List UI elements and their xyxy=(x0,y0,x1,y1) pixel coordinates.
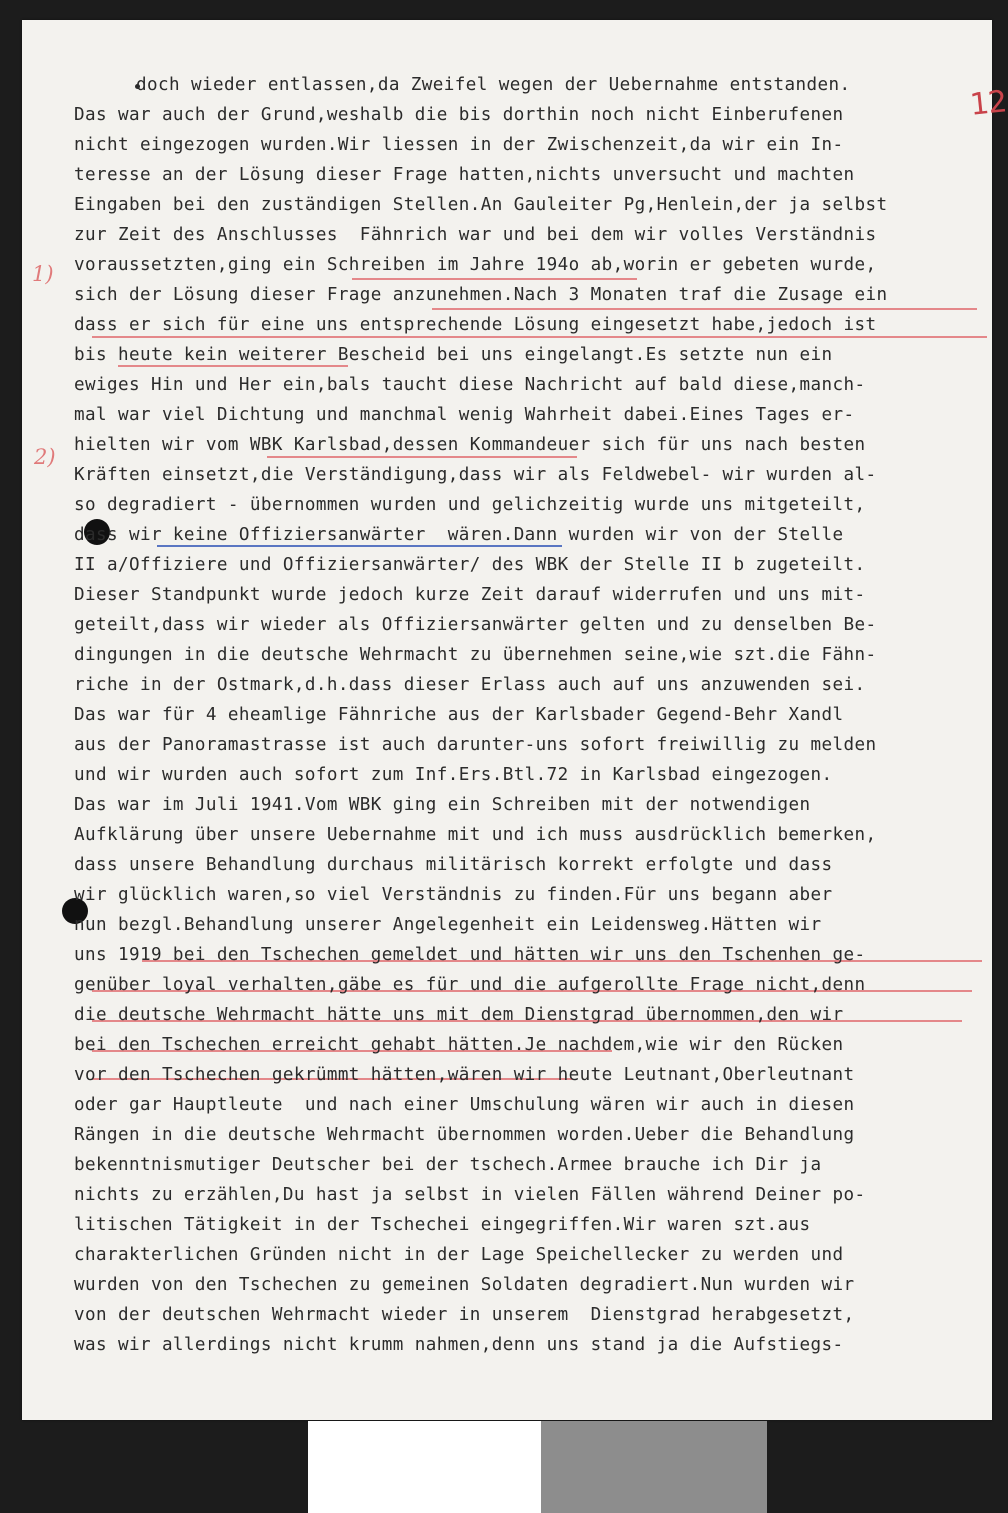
text-line: riche in der Ostmark,d.h.dass dieser Erlass auch auf uns anzuwenden sei. xyxy=(74,675,866,695)
text-line: bekenntnismutiger Deutscher bei der tschech.Armee brauche ich Dir ja xyxy=(74,1155,822,1175)
text-line: zur Zeit des Anschlusses Fähnrich war und bei dem wir volles Verständnis xyxy=(74,225,877,245)
text-line: bei den Tschechen erreicht gehabt hätten.Je nachdem,wie wir den Rücken xyxy=(74,1035,844,1055)
text-line: mal war viel Dichtung und manchmal wenig Wahrheit dabei.Eines Tages er- xyxy=(74,405,855,425)
text-line: dass er sich für eine uns entsprechende Lösung eingesetzt habe,jedoch ist xyxy=(74,315,877,335)
text-line: litischen Tätigkeit in der Tschechei eingegriffen.Wir waren szt.aus xyxy=(74,1215,811,1235)
text-line: vor den Tschechen gekrümmt hätten,wären wir heute Leutnant,Oberleutnant xyxy=(74,1065,855,1085)
text-line: geteilt,dass wir wieder als Offiziersanwärter gelten und zu denselben Be- xyxy=(74,615,877,635)
text-line: wir glücklich waren,so viel Verständnis zu finden.Für uns begann aber xyxy=(74,885,833,905)
text-line: Das war auch der Grund,weshalb die bis dorthin noch nicht Einberufenen xyxy=(74,105,844,125)
text-line: Aufklärung über unsere Uebernahme mit und ich muss ausdrücklich bemerken, xyxy=(74,825,877,845)
text-line: genüber loyal verhalten,gäbe es für und die aufgerollte Frage nicht,denn xyxy=(74,975,866,995)
text-line: bis heute kein weiterer Bescheid bei uns eingelangt.Es setzte nun ein xyxy=(74,345,833,365)
text-line: Eingaben bei den zuständigen Stellen.An Gauleiter Pg,Henlein,der ja selbst xyxy=(74,195,888,215)
text-line: charakterlichen Gründen nicht in der Lage Speichellecker zu werden und xyxy=(74,1245,844,1265)
text-line: dass unsere Behandlung durchaus militärisch korrekt erfolgte und dass xyxy=(74,855,833,875)
text-line: von der deutschen Wehrmacht wieder in unserem Dienstgrad herabgesetzt, xyxy=(74,1305,855,1325)
text-line: Kräften einsetzt,die Verständigung,dass wir als Feldwebel- wir wurden al- xyxy=(74,465,877,485)
text-line: Das war im Juli 1941.Vom WBK ging ein Schreiben mit der notwendigen xyxy=(74,795,811,815)
text-line: Rängen in die deutsche Wehrmacht übernommen worden.Ueber die Behandlung xyxy=(74,1125,855,1145)
text-line: teresse an der Lösung dieser Frage hatten,nichts unversucht und machten xyxy=(74,165,855,185)
text-line: doch wieder entlassen,da Zweifel wegen der Uebernahme entstanden. xyxy=(136,75,851,95)
text-line: die deutsche Wehrmacht hätte uns mit dem Dienstgrad übernommen,den wir xyxy=(74,1005,844,1025)
text-line: voraussetzten,ging ein Schreiben im Jahre 194o ab,worin er gebeten wurde, xyxy=(74,255,877,275)
margin-note-2: 2) xyxy=(34,445,56,469)
text-line: nun bezgl.Behandlung unserer Angelegenheit ein Leidensweg.Hätten wir xyxy=(74,915,822,935)
text-line: dingungen in die deutsche Wehrmacht zu übernehmen seine,wie szt.die Fähn- xyxy=(74,645,877,665)
text-line: ewiges Hin und Her ein,bals taucht diese Nachricht auf bald diese,manch- xyxy=(74,375,866,395)
text-line: sich der Lösung dieser Frage anzunehmen.Nach 3 Monaten traf die Zusage ein xyxy=(74,285,888,305)
text-line: was wir allerdings nicht krumm nahmen,denn uns stand ja die Aufstiegs- xyxy=(74,1335,844,1355)
text-line: oder gar Hauptleute und nach einer Umschulung wären wir auch in diesen xyxy=(74,1095,855,1115)
text-line: II a/Offiziere und Offiziersanwärter/ des WBK der Stelle II b zugeteilt. xyxy=(74,555,866,575)
text-line: nicht eingezogen wurden.Wir liessen in der Zwischenzeit,da wir ein In- xyxy=(74,135,844,155)
text-line: hielten wir vom WBK Karlsbad,dessen Kommandeuer sich für uns nach besten xyxy=(74,435,866,455)
folio-number: 12 xyxy=(968,84,1008,123)
text-line: wurden von den Tschechen zu gemeinen Soldaten degradiert.Nun wurden wir xyxy=(74,1275,855,1295)
typewritten-text xyxy=(22,20,992,1420)
grey-calibration-patch xyxy=(541,1421,767,1513)
text-line: dass wir keine Offiziersanwärter wären.Dann wurden wir von der Stelle xyxy=(74,525,844,545)
text-line: Dieser Standpunkt wurde jedoch kurze Zeit darauf widerrufen und uns mit- xyxy=(74,585,866,605)
text-line: uns 1919 bei den Tschechen gemeldet und hätten wir uns den Tschenhen ge- xyxy=(74,945,866,965)
white-calibration-patch xyxy=(308,1421,541,1513)
text-line: nichts zu erzählen,Du hast ja selbst in vielen Fällen während Deiner po- xyxy=(74,1185,866,1205)
margin-note-1: 1) xyxy=(32,262,54,286)
text-line: und wir wurden auch sofort zum Inf.Ers.Btl.72 in Karlsbad eingezogen. xyxy=(74,765,833,785)
text-line: aus der Panoramastrasse ist auch darunter-uns sofort freiwillig zu melden xyxy=(74,735,877,755)
document-page xyxy=(22,20,1008,1420)
text-line: so degradiert - übernommen wurden und gelichzeitig wurde uns mitgeteilt, xyxy=(74,495,866,515)
text-line: Das war für 4 eheamlige Fähnriche aus der Karlsbader Gegend-Behr Xandl xyxy=(74,705,844,725)
